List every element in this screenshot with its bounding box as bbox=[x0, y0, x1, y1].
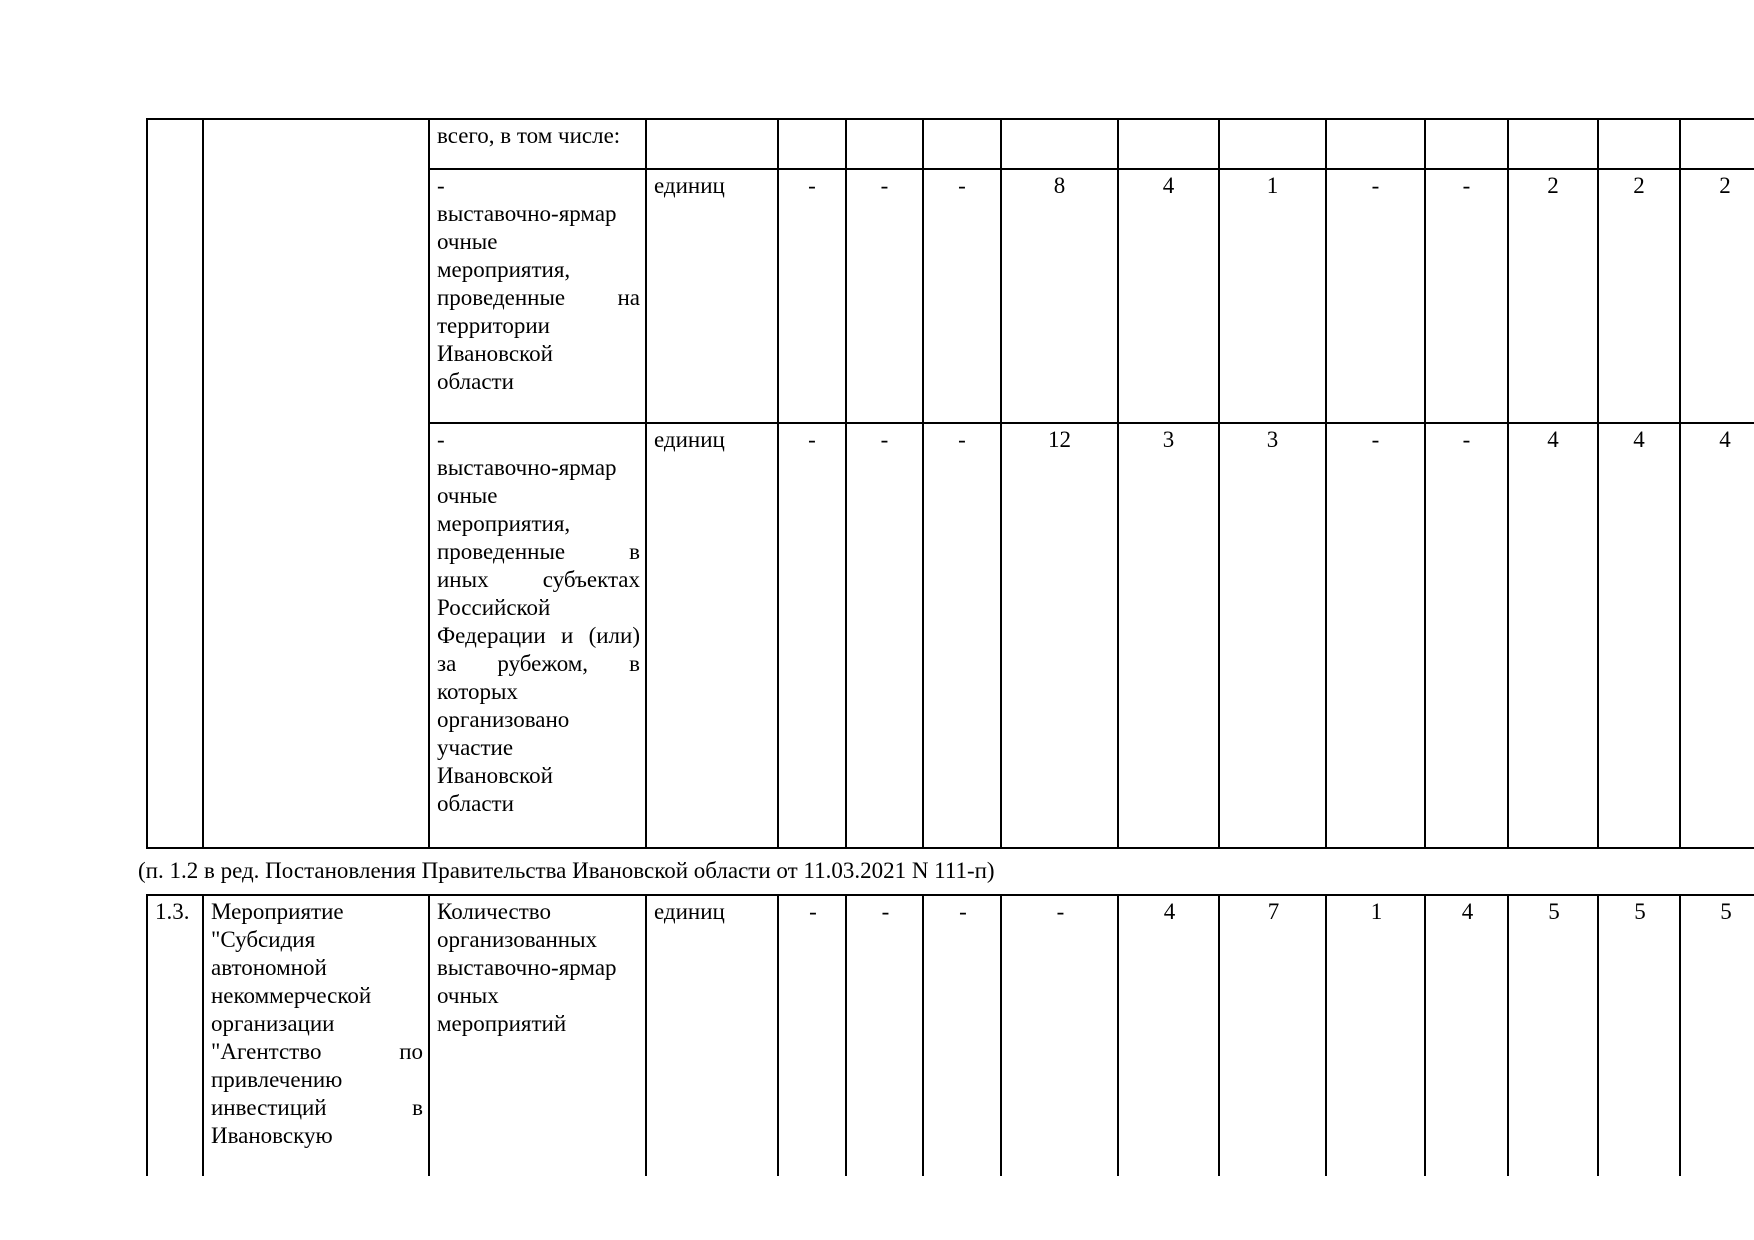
value-cell: 1 bbox=[1219, 169, 1326, 423]
indicators-table-bottom bbox=[146, 894, 1754, 1176]
value-cell: - bbox=[778, 895, 846, 1176]
indicator-cell: - выставочно-ярмар очные мероприятия, проведенные в иных субъектах Российской Федерации и (или) за рубежом, в которых организовано участие Ивановской области bbox=[429, 423, 646, 848]
indicator-cell: - выставочно-ярмар очные мероприятия, проведенные на территории Ивановской области bbox=[429, 169, 646, 423]
empty-cell bbox=[1001, 119, 1118, 169]
empty-cell bbox=[778, 119, 846, 169]
value-cell: 2 bbox=[1680, 169, 1754, 423]
row-number-cell: 1.3. bbox=[147, 895, 203, 1176]
empty-cell bbox=[1680, 119, 1754, 169]
value-cell: 5 bbox=[1508, 895, 1598, 1176]
value-cell: 3 bbox=[1219, 423, 1326, 848]
value-cell: - bbox=[846, 169, 923, 423]
value-cell: 8 bbox=[1001, 169, 1118, 423]
value-cell: - bbox=[1326, 169, 1425, 423]
total-row bbox=[147, 119, 1754, 169]
indicators-table-top bbox=[146, 118, 1754, 849]
value-cell: - bbox=[923, 169, 1001, 423]
value-cell: - bbox=[923, 423, 1001, 848]
value-cell: 4 bbox=[1508, 423, 1598, 848]
value-cell: - bbox=[846, 423, 923, 848]
row-1-3-subsidy bbox=[147, 895, 1754, 1176]
value-cell: - bbox=[1425, 423, 1508, 848]
measure-name-cell-empty bbox=[203, 119, 429, 848]
empty-cell bbox=[846, 119, 923, 169]
value-cell: 4 bbox=[1118, 169, 1219, 423]
empty-cell bbox=[1598, 119, 1680, 169]
value-cell: 4 bbox=[1680, 423, 1754, 848]
empty-cell bbox=[1425, 119, 1508, 169]
value-cell: - bbox=[778, 169, 846, 423]
value-cell: 12 bbox=[1001, 423, 1118, 848]
indicator-cell: Количество организованных выставочно-ярмар очных мероприятий bbox=[429, 895, 646, 1176]
value-cell: - bbox=[1001, 895, 1118, 1176]
empty-cell bbox=[1118, 119, 1219, 169]
value-cell: 2 bbox=[1598, 169, 1680, 423]
unit-cell: единиц bbox=[646, 169, 778, 423]
value-cell: 5 bbox=[1680, 895, 1754, 1176]
value-cell: - bbox=[1326, 423, 1425, 848]
value-cell: 4 bbox=[1425, 895, 1508, 1176]
value-cell: - bbox=[923, 895, 1001, 1176]
empty-cell bbox=[1508, 119, 1598, 169]
value-cell: 4 bbox=[1118, 895, 1219, 1176]
indicators-table-bottom-clip bbox=[146, 894, 1754, 1176]
unit-cell-empty bbox=[646, 119, 778, 169]
value-cell: - bbox=[846, 895, 923, 1176]
indicator-cell-total: всего, в том числе: bbox=[429, 119, 646, 169]
unit-cell: единиц bbox=[646, 423, 778, 848]
empty-cell bbox=[1219, 119, 1326, 169]
revision-note: (п. 1.2 в ред. Постановления Правительства Ивановской области от 11.03.2021 N 111-п) bbox=[138, 858, 995, 883]
value-cell: 2 bbox=[1508, 169, 1598, 423]
row-number-cell-empty bbox=[147, 119, 203, 848]
value-cell: - bbox=[1425, 169, 1508, 423]
value-cell: 3 bbox=[1118, 423, 1219, 848]
empty-cell bbox=[923, 119, 1001, 169]
measure-name-cell: Мероприятие "Субсидия автономной некоммерческой организации "Агентство по привлечению инвестиций в Ивановскую bbox=[203, 895, 429, 1176]
value-cell: 7 bbox=[1219, 895, 1326, 1176]
empty-cell bbox=[1326, 119, 1425, 169]
value-cell: 4 bbox=[1598, 423, 1680, 848]
unit-cell: единиц bbox=[646, 895, 778, 1176]
value-cell: 5 bbox=[1598, 895, 1680, 1176]
value-cell: 1 bbox=[1326, 895, 1425, 1176]
value-cell: - bbox=[778, 423, 846, 848]
